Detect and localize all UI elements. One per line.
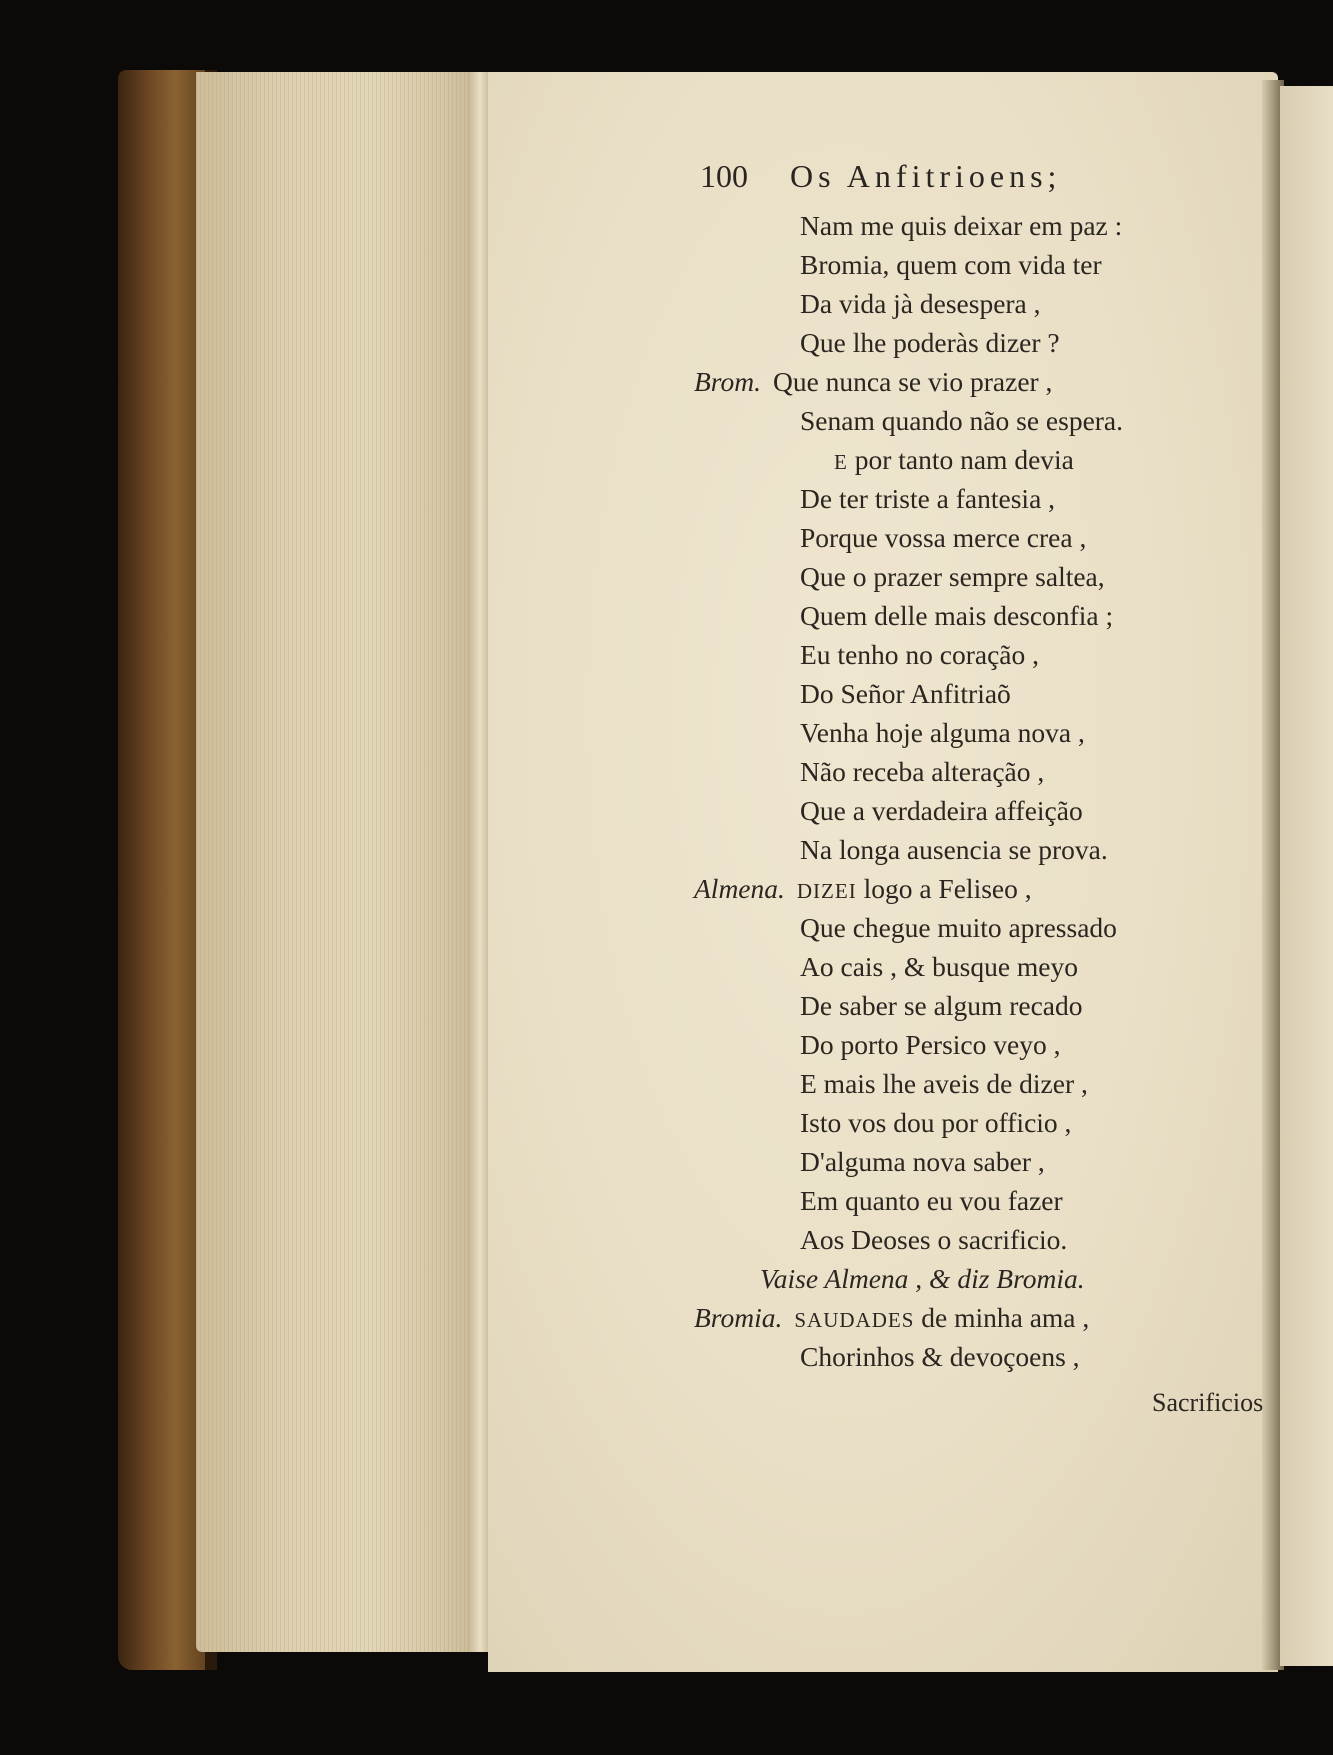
page-edges [196,72,486,1652]
verse-text-line: Aos Deoses o sacrificio. [800,1224,1068,1255]
page-edge-highlight [470,72,490,1652]
verse-line [800,836,1108,864]
verse-text-line: Que chegue muito apressado [800,912,1117,943]
page-number: 100 [700,158,748,194]
running-title: Os Anfitrioens; [790,158,1062,194]
speaker-name: Brom. [694,366,761,397]
verse-text-line: Porque vossa merce crea , [800,522,1087,553]
verse-line [800,251,1102,279]
verse-line [800,524,1086,552]
small-caps-lead: SAUDADES [794,1308,915,1332]
verse-text-line: De ter triste a fantesia , [800,483,1056,514]
verse-text-line: logo a Feliseo , [863,873,1032,904]
verse-text-line: de minha ama , [921,1302,1090,1333]
verse-line [800,1343,1080,1371]
verse-text-line: Do porto Persico veyo , [800,1029,1061,1060]
verse-line [800,1187,1063,1215]
verse-line [800,1070,1088,1098]
verse-line [800,680,1011,708]
verse-line [800,212,1122,240]
verse-text-line: Que nunca se vio prazer , [772,366,1053,397]
verse-line [800,992,1083,1020]
verse-text-line: Senam quando não se espera. [800,405,1124,436]
stage-direction: Vaise Almena , & diz Bromia. [760,1263,1085,1294]
verse-line [800,1148,1045,1176]
verse-line [800,719,1085,747]
verse-line [800,641,1039,669]
catchword: Sacrificios [1152,1388,1264,1417]
verse-line [800,953,1078,981]
verse-text-line: por tanto nam devia [854,444,1074,475]
verse-line [694,1304,1089,1332]
verse-text-line: Que lhe poderàs dizer ? [800,327,1060,358]
verse-line [800,290,1041,318]
verse-line [694,368,1052,396]
verse-text-line: E mais lhe aveis de dizer , [800,1068,1088,1099]
verse-text-line: Que o prazer sempre saltea, [800,561,1105,592]
speaker-name: Almena. [694,873,785,904]
verse-line [800,407,1123,435]
verse-line [800,758,1044,786]
verse-text-line: Na longa ausencia se prova. [800,834,1108,865]
verse-line [800,1226,1067,1254]
verse-line [800,797,1083,825]
small-caps-lead: E [834,450,848,474]
verse-text-line: Que a verdadeira affeição [800,795,1083,826]
verse-text-line: Ao cais , & busque meyo [800,951,1079,982]
verse-line [800,563,1105,591]
verse-text-line: Chorinhos & devoçoens , [800,1341,1080,1372]
verse-text-line: Do Señor Anfitriaõ [800,678,1011,709]
verse-text-line: Nam me quis deixar em paz : [800,210,1123,241]
verse-text-line: Quem delle mais desconfia ; [800,600,1114,631]
verse-text-line: Bromia, quem com vida ter [800,249,1102,280]
verse-text-line: Eu tenho no coração , [800,639,1040,670]
verse-line [800,1109,1071,1137]
verse-line [800,602,1113,630]
verse-text-line: D'alguma nova saber , [800,1146,1045,1177]
verse-text-line: Isto vos dou por officio , [800,1107,1072,1138]
facing-page-edge [1280,86,1333,1666]
small-caps-lead: DIZEI [796,879,857,903]
verse-text-line: Venha hoje alguma nova , [800,717,1085,748]
verse-line [834,446,1074,474]
verse-line [694,875,1032,903]
verse-line [800,329,1060,357]
verse-line [760,1265,1085,1293]
speaker-name: Bromia. [694,1302,783,1333]
running-header [700,158,1061,195]
verse-text-line: Não receba alteração , [800,756,1045,787]
verse-line [800,914,1117,942]
verse-text-line: Da vida jà desespera , [800,288,1041,319]
verse-text-line: De saber se algum recado [800,990,1083,1021]
verse-line [800,1031,1060,1059]
verse-text-line: Em quanto eu vou fazer [800,1185,1063,1216]
verse-line [800,485,1055,513]
